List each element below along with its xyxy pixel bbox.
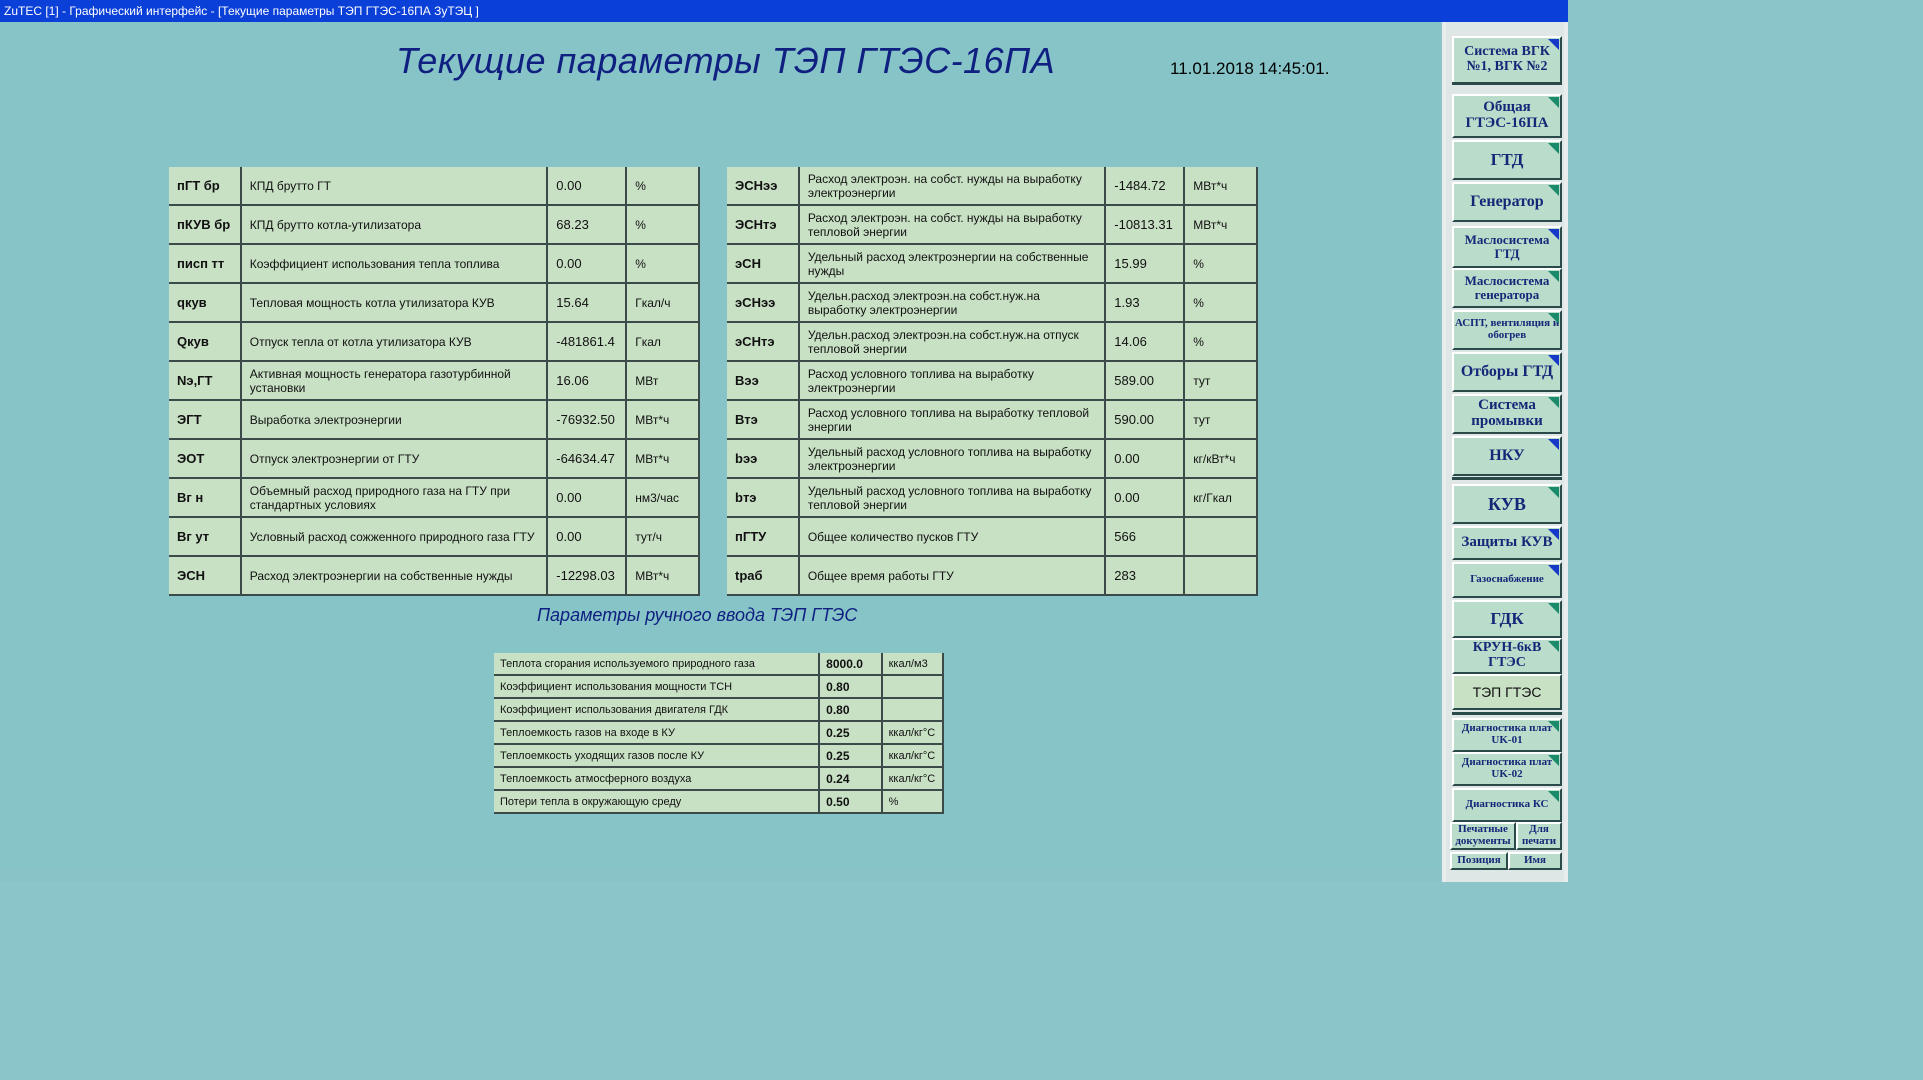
position-button[interactable]: Позиция <box>1450 852 1508 870</box>
nav-button[interactable] <box>1452 788 1562 822</box>
name-button[interactable]: Имя <box>1508 852 1562 870</box>
param-unit: % <box>1185 245 1258 284</box>
param-unit <box>1185 557 1258 596</box>
param-description: Общее количество пусков ГТУ <box>800 518 1106 557</box>
param-unit: МВт*ч <box>1185 167 1258 206</box>
nav-button-label: КУВ <box>1488 493 1526 514</box>
submenu-indicator-icon <box>1548 487 1559 498</box>
submenu-indicator-icon <box>1548 97 1559 108</box>
param-row <box>727 167 1258 206</box>
navigation-panel <box>1446 22 1564 882</box>
page-title: Текущие параметры ТЭП ГТЭС-16ПА <box>396 40 1056 81</box>
param-value: 16.06 <box>548 362 627 401</box>
param-description: Активная мощность генератора газотурбинной установки <box>242 362 549 401</box>
param-symbol: Втэ <box>727 401 800 440</box>
param-row <box>169 479 700 518</box>
submenu-indicator-icon <box>1548 229 1559 240</box>
param-symbol: qкув <box>169 284 242 323</box>
param-unit <box>1185 518 1258 557</box>
submenu-indicator-icon <box>1548 185 1559 196</box>
param-description: Тепловая мощность котла утилизатора КУВ <box>242 284 549 323</box>
nav-button-label: ГТД <box>1490 150 1524 170</box>
nav-button[interactable] <box>1452 484 1562 524</box>
param-unit: МВт*ч <box>1185 206 1258 245</box>
nav-button[interactable] <box>1452 352 1562 392</box>
param-row <box>727 557 1258 596</box>
submenu-indicator-icon <box>1548 641 1559 652</box>
param-description: КПД брутто котла-утилизатора <box>242 206 549 245</box>
manual-param-unit: ккал/кг°С <box>883 768 944 791</box>
param-symbol: Вг ут <box>169 518 242 557</box>
param-description: Расход электроэнергии на собственные нужды <box>242 557 549 596</box>
nav-button[interactable] <box>1452 562 1562 598</box>
param-symbol: ЭСНтэ <box>727 206 800 245</box>
param-row <box>727 518 1258 557</box>
nav-button[interactable] <box>1452 752 1562 786</box>
manual-param-unit: ккал/кг°С <box>883 722 944 745</box>
param-value: 283 <box>1106 557 1185 596</box>
param-row <box>727 284 1258 323</box>
param-value: -64634.47 <box>548 440 627 479</box>
nav-button-label: Диагностика КС <box>1465 798 1549 811</box>
manual-param-description: Коэффициент использования мощности ТСН <box>494 676 820 699</box>
bottom-strip <box>0 870 1440 882</box>
param-description: Выработка электроэнергии <box>242 401 549 440</box>
param-symbol: ЭГТ <box>169 401 242 440</box>
nav-button-label: Система ВГК №1, ВГК №2 <box>1464 44 1550 74</box>
nav-button-label: Отборы ГТД <box>1460 362 1554 380</box>
nav-button[interactable] <box>1452 94 1562 138</box>
manual-param-description: Теплоемкость уходящих газов после КУ <box>494 745 820 768</box>
manual-param-unit: ккал/м3 <box>883 653 944 676</box>
param-symbol: эСНээ <box>727 284 800 323</box>
param-unit: % <box>627 206 700 245</box>
param-value: 0.00 <box>548 518 627 557</box>
param-unit: % <box>1185 323 1258 362</box>
nav-button-label: Генератор <box>1470 192 1544 210</box>
param-value: -481861.4 <box>548 323 627 362</box>
nav-button-label: Система промывки <box>1471 397 1543 429</box>
param-value: 15.64 <box>548 284 627 323</box>
submenu-indicator-icon <box>1548 565 1559 576</box>
manual-param-row <box>494 768 944 791</box>
param-value: -12298.03 <box>548 557 627 596</box>
param-unit: МВт <box>627 362 700 401</box>
nav-button-label: Газоснабжение <box>1470 573 1544 586</box>
nav-button-label: ТЭП ГТЭС <box>1472 683 1542 700</box>
param-value: 0.00 <box>548 167 627 206</box>
nav-button[interactable] <box>1452 718 1562 752</box>
manual-param-description: Теплоемкость газов на входе в КУ <box>494 722 820 745</box>
nav-button[interactable] <box>1452 674 1562 710</box>
nav-button[interactable] <box>1452 182 1562 222</box>
submenu-indicator-icon <box>1548 271 1559 282</box>
manual-param-row <box>494 653 944 676</box>
nav-button[interactable] <box>1452 436 1562 476</box>
param-unit: Гкал <box>627 323 700 362</box>
nav-button-label: АСПТ, вентиляция и обогрев <box>1454 317 1560 341</box>
param-value: -1484.72 <box>1106 167 1185 206</box>
window-titlebar <box>0 0 1568 22</box>
param-row <box>169 206 700 245</box>
submenu-indicator-icon <box>1548 603 1559 614</box>
submenu-indicator-icon <box>1548 39 1559 50</box>
param-value: 0.00 <box>1106 479 1185 518</box>
param-symbol: пГТ бр <box>169 167 242 206</box>
param-unit: МВт*ч <box>627 440 700 479</box>
param-symbol: ЭСНээ <box>727 167 800 206</box>
param-value: -10813.31 <box>1106 206 1185 245</box>
nav-button[interactable] <box>1452 526 1562 560</box>
param-unit: кг/кВт*ч <box>1185 440 1258 479</box>
manual-param-value[interactable]: 0.25 <box>820 745 882 768</box>
nav-button-label: Общая ГТЭС-16ПА <box>1465 99 1549 131</box>
manual-param-value[interactable]: 0.24 <box>820 768 882 791</box>
param-value: 566 <box>1106 518 1185 557</box>
submenu-indicator-icon <box>1548 143 1559 154</box>
manual-param-row <box>494 676 944 699</box>
param-symbol: пГТУ <box>727 518 800 557</box>
param-description: Отпуск электроэнергии от ГТУ <box>242 440 549 479</box>
param-description: Удельн.расход электроэн.на собст.нуж.на выработку электроэнергии <box>800 284 1106 323</box>
manual-param-row <box>494 745 944 768</box>
manual-params-table <box>494 653 944 814</box>
current-params-table-left <box>169 167 700 596</box>
param-value: 14.06 <box>1106 323 1185 362</box>
param-description: Удельный расход условного топлива на выработку электроэнергии <box>800 440 1106 479</box>
submenu-indicator-icon <box>1548 397 1559 408</box>
param-description: Расход условного топлива на выработку тепловой энергии <box>800 401 1106 440</box>
param-unit: МВт*ч <box>627 401 700 440</box>
nav-button-label: ГДК <box>1490 609 1524 629</box>
manual-param-row <box>494 791 944 814</box>
param-row <box>169 245 700 284</box>
param-description: КПД брутто ГТ <box>242 167 549 206</box>
param-unit: тут <box>1185 362 1258 401</box>
param-row <box>169 518 700 557</box>
manual-param-row <box>494 722 944 745</box>
nav-button-label: НКУ <box>1489 446 1525 464</box>
nav-separator <box>1452 712 1562 715</box>
param-description: Удельн.расход электроэн.на собст.нуж.на отпуск тепловой энергии <box>800 323 1106 362</box>
manual-param-description: Коэффициент использования двигателя ГДК <box>494 699 820 722</box>
param-symbol: ЭОТ <box>169 440 242 479</box>
manual-param-unit: ккал/кг°С <box>883 745 944 768</box>
param-value: -76932.50 <box>548 401 627 440</box>
param-description: Удельный расход электроэнергии на собственные нужды <box>800 245 1106 284</box>
param-unit: Гкал/ч <box>627 284 700 323</box>
manual-param-description: Теплота сгорания используемого природного газа <box>494 653 820 676</box>
param-value: 0.00 <box>548 479 627 518</box>
param-row <box>169 362 700 401</box>
param-row <box>727 245 1258 284</box>
param-symbol: эСН <box>727 245 800 284</box>
for-print-button[interactable]: Для печати <box>1516 822 1562 850</box>
param-unit: нм3/час <box>627 479 700 518</box>
param-description: Расход условного топлива на выработку электроэнергии <box>800 362 1106 401</box>
submenu-indicator-icon <box>1548 439 1559 450</box>
nav-button-label: Маслосистема генератора <box>1464 273 1550 302</box>
param-symbol: Вээ <box>727 362 800 401</box>
nav-button[interactable] <box>1452 268 1562 308</box>
param-description: Общее время работы ГТУ <box>800 557 1106 596</box>
param-description: Коэффициент использования тепла топлива <box>242 245 549 284</box>
nav-button[interactable] <box>1452 140 1562 180</box>
param-description: Расход электроэн. на собст. нужды на выработку электроэнергии <box>800 167 1106 206</box>
param-symbol: bээ <box>727 440 800 479</box>
param-unit: МВт*ч <box>627 557 700 596</box>
manual-params-title: Параметры ручного ввода ТЭП ГТЭС <box>537 605 858 625</box>
submenu-indicator-icon <box>1548 721 1559 732</box>
param-row <box>169 167 700 206</box>
param-symbol: эСНтэ <box>727 323 800 362</box>
param-value: 0.00 <box>1106 440 1185 479</box>
param-description: Объемный расход природного газа на ГТУ при стандартных условиях <box>242 479 549 518</box>
nav-button[interactable] <box>1452 600 1562 638</box>
manual-param-unit: % <box>883 791 944 814</box>
nav-button[interactable] <box>1452 394 1562 434</box>
param-symbol: пКУВ бр <box>169 206 242 245</box>
param-unit: кг/Гкал <box>1185 479 1258 518</box>
param-row <box>169 323 700 362</box>
manual-param-unit <box>883 676 944 699</box>
submenu-indicator-icon <box>1548 791 1559 802</box>
param-row <box>169 557 700 596</box>
param-description: Удельный расход условного топлива на выработку тепловой энергии <box>800 479 1106 518</box>
param-description: Условный расход сожженного природного газа ГТУ <box>242 518 549 557</box>
param-symbol: tраб <box>727 557 800 596</box>
param-symbol: Qкув <box>169 323 242 362</box>
manual-param-value[interactable]: 8000.0 <box>820 653 882 676</box>
param-unit: % <box>1185 284 1258 323</box>
param-value: 1.93 <box>1106 284 1185 323</box>
nav-button-label: КРУН-6кВ ГТЭС <box>1472 640 1542 670</box>
param-symbol: Вг н <box>169 479 242 518</box>
param-unit: тут/ч <box>627 518 700 557</box>
param-row <box>727 479 1258 518</box>
param-unit: % <box>627 245 700 284</box>
navigation-sidebar <box>1442 22 1568 882</box>
nav-button-label: Защиты КУВ <box>1461 534 1553 551</box>
nav-button[interactable] <box>1452 226 1562 268</box>
submenu-indicator-icon <box>1548 313 1559 324</box>
param-row <box>727 206 1258 245</box>
manual-param-row <box>494 699 944 722</box>
param-value: 589.00 <box>1106 362 1185 401</box>
print-documents-button[interactable]: Печатные документы <box>1450 822 1516 850</box>
param-description: Отпуск тепла от котла утилизатора КУВ <box>242 323 549 362</box>
param-unit: тут <box>1185 401 1258 440</box>
param-row <box>169 401 700 440</box>
param-symbol: писп тт <box>169 245 242 284</box>
param-value: 15.99 <box>1106 245 1185 284</box>
current-datetime: 11.01.2018 14:45:01. <box>1170 59 1330 78</box>
param-row <box>727 401 1258 440</box>
window-title: ZuTEC [1] - Графический интерфейс - [Текущие параметры ТЭП ГТЭС-16ПА ЗуТЭЦ ] <box>4 4 479 18</box>
param-symbol: ЭСН <box>169 557 242 596</box>
param-row <box>169 440 700 479</box>
manual-param-unit <box>883 699 944 722</box>
param-row <box>727 440 1258 479</box>
manual-param-description: Потери тепла в окружающую среду <box>494 791 820 814</box>
manual-param-value[interactable]: 0.80 <box>820 676 882 699</box>
nav-separator <box>1452 477 1562 480</box>
submenu-indicator-icon <box>1548 529 1559 540</box>
param-row <box>169 284 700 323</box>
nav-button[interactable] <box>1452 36 1562 84</box>
param-value: 68.23 <box>548 206 627 245</box>
nav-separator <box>1452 82 1562 85</box>
nav-button-label: Диагностика плат UK-02 <box>1461 756 1553 780</box>
param-description: Расход электроэн. на собст. нужды на выработку тепловой энергии <box>800 206 1106 245</box>
param-value: 0.00 <box>548 245 627 284</box>
nav-button[interactable] <box>1452 310 1562 350</box>
submenu-indicator-icon <box>1548 355 1559 366</box>
param-symbol: Nэ,ГТ <box>169 362 242 401</box>
param-unit: % <box>627 167 700 206</box>
manual-param-value[interactable]: 0.80 <box>820 699 882 722</box>
param-row <box>727 362 1258 401</box>
manual-param-value[interactable]: 0.50 <box>820 791 882 814</box>
param-symbol: bтэ <box>727 479 800 518</box>
manual-param-value[interactable]: 0.25 <box>820 722 882 745</box>
submenu-indicator-icon <box>1548 755 1559 766</box>
param-row <box>727 323 1258 362</box>
nav-button-label: Диагностика плат UK-01 <box>1461 722 1553 746</box>
nav-button[interactable] <box>1452 638 1562 674</box>
manual-param-description: Теплоемкость атмосферного воздуха <box>494 768 820 791</box>
nav-button-label: Маслосистема ГТД <box>1464 232 1550 261</box>
param-value: 590.00 <box>1106 401 1185 440</box>
current-params-table-right <box>727 167 1258 596</box>
